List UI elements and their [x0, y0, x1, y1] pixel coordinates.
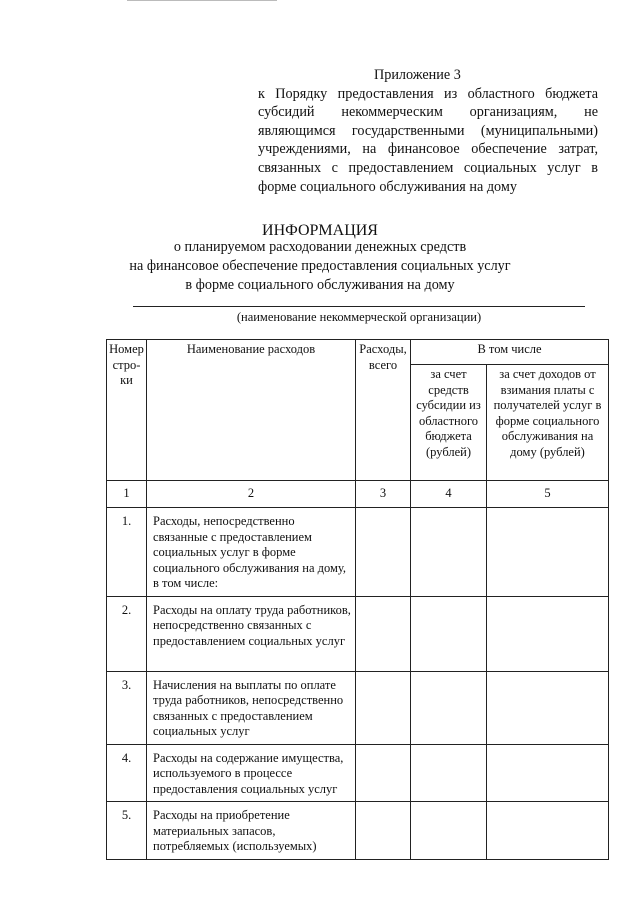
- row-number: 4.: [107, 744, 147, 802]
- row-expense-name: Начисления на выплаты по оплате труда работников, непосредственно связанных с предоставлением социальных услуг: [147, 671, 356, 744]
- column-number-1: 1: [107, 481, 147, 508]
- row-number: 2.: [107, 596, 147, 671]
- header-subsidy: за счет средств субсидии из областного бюджета (рублей): [411, 365, 487, 481]
- column-number-4: 4: [411, 481, 487, 508]
- table-row: [107, 802, 609, 860]
- document-subtitle: [100, 238, 540, 295]
- cell-total: [356, 802, 411, 860]
- column-number-5: 5: [487, 481, 609, 508]
- cell-subsidy: [411, 671, 487, 744]
- cell-total: [356, 508, 411, 597]
- organization-name-line: [133, 306, 585, 307]
- header-expense-name: Наименование расходов: [147, 340, 356, 481]
- column-number-3: 3: [356, 481, 411, 508]
- cell-fees: [487, 744, 609, 802]
- appendix-title: Приложение 3: [374, 67, 461, 83]
- appendix-text: к Порядку предоставления из областного бюджета субсидий некоммерческим организациям, не являющимся государственными (муниципальными) учреждениями, на финансовое обеспечение затрат, связанных с предоставлением социальных услуг в форме социального обслуживания на дому: [258, 85, 598, 195]
- cell-fees: [487, 802, 609, 860]
- table-row: [107, 671, 609, 744]
- table-row: [107, 508, 609, 597]
- cell-subsidy: [411, 508, 487, 597]
- row-expense-name: Расходы на приобретение материальных запасов, потребляемых (используемых): [147, 802, 356, 860]
- subtitle-line-2: на финансовое обеспечение предоставления социальных услуг: [129, 258, 511, 274]
- column-number-2: 2: [147, 481, 356, 508]
- expenses-table: [106, 339, 609, 860]
- row-expense-name: Расходы на оплату труда работников, непосредственно связанных с предоставлением социальных услуг: [147, 596, 356, 671]
- subtitle-line-3: в форме социального обслуживания на дому: [185, 277, 455, 293]
- row-number: 5.: [107, 802, 147, 860]
- subtitle-line-1: о планируемом расходовании денежных средств: [173, 239, 467, 255]
- table-row: [107, 596, 609, 671]
- cell-fees: [487, 508, 609, 597]
- header-row-number: Номер стро-ки: [107, 340, 147, 481]
- top-rule: [127, 0, 277, 1]
- header-including: В том числе: [411, 340, 609, 365]
- appendix-block: [258, 66, 598, 196]
- header-total: Расходы, всего: [356, 340, 411, 481]
- cell-fees: [487, 671, 609, 744]
- row-number: 3.: [107, 671, 147, 744]
- table-row: [107, 744, 609, 802]
- cell-total: [356, 671, 411, 744]
- header-fees: за счет доходов от взимания платы с получателей услуг в форме социального обслуживания на дому (рублей): [487, 365, 609, 481]
- row-expense-name: Расходы на содержание имущества, используемого в процессе предоставления социальных услуг: [147, 744, 356, 802]
- cell-fees: [487, 596, 609, 671]
- cell-subsidy: [411, 744, 487, 802]
- cell-subsidy: [411, 596, 487, 671]
- organization-caption: (наименование некоммерческой организации): [236, 310, 482, 324]
- document-title: ИНФОРМАЦИЯ: [262, 222, 378, 239]
- cell-total: [356, 744, 411, 802]
- row-number: 1.: [107, 508, 147, 597]
- cell-subsidy: [411, 802, 487, 860]
- cell-total: [356, 596, 411, 671]
- row-expense-name: Расходы, непосредственно связанные с предоставлением социальных услуг в форме социального обслуживания на дому, в том числе:: [147, 508, 356, 597]
